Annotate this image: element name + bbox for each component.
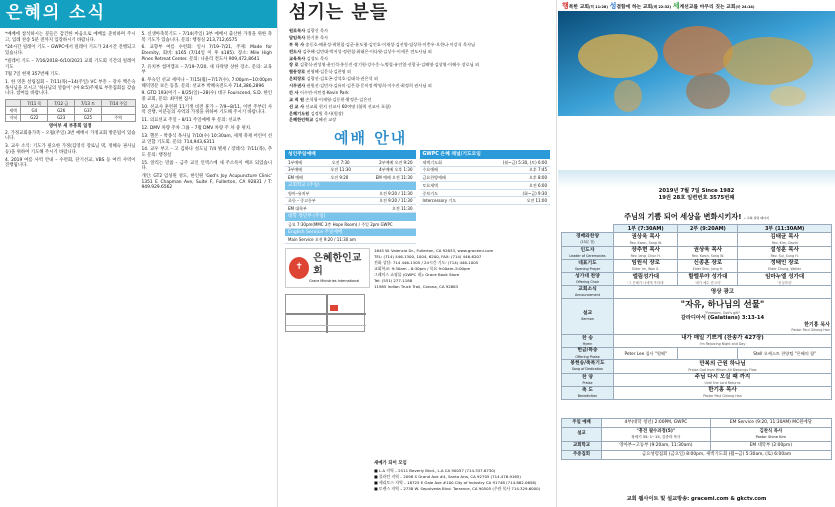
news-item: 6. 교향부 여름 수련회: 일시 7/19–7/21, 주제: Made for Eternity, 회비: $165 (7/14일 이 후 $185). 장소: Mile High Pines Retreat Center. 문의: 나윤리 전도사 909,472,8641 xyxy=(141,45,272,62)
schedule-cell: 저녁 xyxy=(6,114,21,121)
order-row: 교회소식 Announcement 영상 광고 xyxy=(562,286,832,298)
schedule-row: 중보기도 (화~금) 9:30 xyxy=(420,190,551,198)
sermon-preacher: 한기홍 목사 xyxy=(804,321,830,328)
schedule-cell: G37 xyxy=(75,107,102,114)
schedule-row: 금요 7:30pm(MMC 2층 Hope Room) / 주일 2pm GWPC xyxy=(285,221,416,229)
church-address-block xyxy=(374,248,550,290)
church-prayer-house: 11985 Indian Truck Trail, Corona, CA 92883 xyxy=(374,284,459,290)
block-header: English Service 주일예배 xyxy=(285,229,416,237)
news-item: 15. 알리는 말씀 – 금주 교인 인덱스에 새 주소록이 배포 되었습니다. xyxy=(141,160,272,172)
worker-line: 장 로 김광식·권성영·윤인석·홍동진·장기원·강수웅·노병철·유인열·선광규·김해영·김상영·이해수 장로님 외 xyxy=(289,62,480,68)
news-item: *24시간 릴레이 기도 – GWPC에서 릴레이 기도가 24시간 진행되고 있습니다. xyxy=(5,45,136,57)
sermon-title-en: "Freedom, God's gift" xyxy=(704,310,741,315)
workers-list xyxy=(279,26,556,126)
schedule-header: 7/11 목 xyxy=(21,100,48,107)
church-info xyxy=(279,246,556,292)
news-item: *예배에 참석하시는 분들은 감건한 마음으로 예배를 준비하며 주시고, 입례 찬송 5분 전까지 입장하시기 바랍니다. xyxy=(5,32,136,43)
news-header xyxy=(0,0,277,28)
schedule-cell: G4 xyxy=(21,107,48,114)
worker-line: 간 사 이수연·이민정·Kevin Park xyxy=(289,89,349,95)
workers-title: 섬기는 분들 xyxy=(289,2,389,24)
worker-line: 부 목 사 송동호·배윤성·곽현철·김군·윤도령·김인호·이재성·김선영·임상희·이충우·오한나·이강식 목사님 xyxy=(289,41,476,47)
schedule-row: 새벽기도회 (월~금) 5:30, (토) 6:00 xyxy=(420,159,551,167)
block-header: GWPC 은혜 채널/기도모임 xyxy=(420,150,551,159)
order-row: 인도자 Leader of Ceremonies 장추현 목사 Rev. Jang, Chun H. 권상욱 목사 Rev. Kwon, Sang W. 설성훈 목사 Rev. Sul, Sung H. xyxy=(562,246,832,259)
news-item: 개인: GT2 임성원 성도, 한인원 'God's Joy Acupuncture Clinic' 1351 E Chapman Ave, Suite F, Fullerton, CA 92831 / T: 949.929.6562 xyxy=(141,174,272,191)
worker-line: 은혜기도원 김정원 목사(원장) xyxy=(289,110,344,116)
regional-line: ■ 세리토스 지역 – 18725 E Gale Ave #100 City of Industry CA 91748 (714.882.0656) xyxy=(374,479,537,485)
workers-panel xyxy=(279,0,557,507)
schedule-cell: 새벽 xyxy=(6,107,21,114)
dedication-row: 봉헌송/축복기도 Song of Dedication 만복의 근원 하나님 Praise God from Whom All Blessings Flow xyxy=(562,360,832,373)
worker-line: 교육목사 김성도 목사 xyxy=(289,55,329,61)
news-title: 은혜의 소식 xyxy=(6,3,107,24)
revival-schedule-table xyxy=(5,99,136,122)
church-address: 1645 W. Valencia Dr., Fullerton, CA 92833, www.gracemi.com xyxy=(374,248,494,254)
schedule-caption: 영어부 새 부흥회 일정 xyxy=(48,124,92,130)
church-name-en: Grace Ministries International xyxy=(309,278,360,283)
foot-row: 주일 예배 4부(대학 청년) 2:00PM, GWPC EM Service (9:20, 11:30AM) MC원예당 xyxy=(562,419,832,428)
sermon-row: 설교 Sermon "자유, 하나님의 선물" "Freedom, God's gift" 갈라디아서 (Galatians) 3:13-14 한기홍 목사 Pastor Paul Gihong Han xyxy=(562,298,832,334)
foot-row: 주중집회 금요성령집회 (금요일) 8:00pm, 새벽기도회 (월~금) 5:30am, (토) 6:00am xyxy=(562,450,832,459)
news-item: 13. 헬몬 – 박종식 목사님 7/10(수) 10:30am, 세계 축제 어린이 선교 연합 기도회. 문의: 714,943,6311 xyxy=(141,133,272,145)
news-item: 3. 교우 소식: 기도가 필요한 가정(김영석 장로님 댁, 정혜숙 권사님 등)을 위하여 기도해 주시기 바랍니다. xyxy=(5,144,136,155)
bulletin-date: 2019년 7월 7일 Since 1982 xyxy=(658,188,735,194)
block-header: 성인주일예배 xyxy=(285,150,416,159)
theme-text: 주님의 기쁨 되어 세상을 변화시키자! xyxy=(624,212,742,221)
block-header: 교회학교 (주일) xyxy=(285,182,416,190)
foot-row: 교회학교 영아부~고등부 (9:20am, 11:30am) EM 대학부 (2:00pm) xyxy=(562,441,832,450)
other-services-table xyxy=(561,418,832,460)
sermon-reference: 갈라디아서 (Galatians) 3:13-14 xyxy=(680,315,765,322)
church-phone: Tel: (551) 277-1188 xyxy=(374,278,413,284)
schedule-cell: 주역 xyxy=(101,114,135,121)
worker-line: 은퇴장로 김광선·김호곤·강석호·김태석·권은석 외 xyxy=(289,76,378,82)
prayer-meetings-block xyxy=(420,150,551,244)
workers-header xyxy=(279,0,556,26)
offering-row: 헌금/특송 Offering Praise Peter Lee 집사 "원해" Stell 오케스트 찬양팀 "은혜의 함" xyxy=(562,347,832,359)
news-panel xyxy=(0,0,278,507)
news-item: 10. 선교사 훈련원 11기생 비전 휴가 – 7/9~8/11, 이번 주부터 사역 진행, 이분들의 사역과 가정을 위하여 기도해 주시기 바랍니다. xyxy=(141,104,272,116)
schedule-cell: G25 xyxy=(75,114,102,121)
worker-line: 담임목사 한기홍 목사 xyxy=(289,34,329,40)
world-mosaic-image xyxy=(558,11,835,116)
schedule-header: 7/12 금 xyxy=(48,100,75,107)
worker-line: 시무권사 권원선·김민자·김유미·김은경·문미정·박영희·이수진·최정희 권사님 외 xyxy=(289,83,432,88)
schedule-cell: G26 xyxy=(48,107,75,114)
church-tel: TEL: (714) 446-1300, 1004, 6200, FAX: (714) 446-6207 xyxy=(374,254,482,260)
service-header: 2부 (9:20AM) xyxy=(678,225,738,233)
yearly-theme xyxy=(568,212,825,221)
church-kids-hours: 교회학교: 9:30am – 6:30pm / 목요 9:00am–5:00pm xyxy=(374,266,471,272)
block-header: 대학 청년부 (주일) xyxy=(285,213,416,221)
news-item: 2. 가정교회용가족 – 오월(주일) 3번 예배시 가정교회 방문팀이 있습니다. xyxy=(5,130,136,142)
news-column-right xyxy=(142,32,273,193)
worker-line: 선 교 사 선교회 현지 선교사 60여명 (협력 선교사 포함) xyxy=(289,103,391,109)
news-item: 5. 신생아축복기도 – 7/14(주일) 3부 예배시 출산한 가정을 위한 축복 기도가 있습니다. 문의: 행정실 213,712,6575 xyxy=(141,32,272,43)
church-name: 은혜한인교회 xyxy=(313,253,362,277)
schedule-row: Main Service 오전 9:20 / 11:30 am xyxy=(285,236,416,244)
schedule-row: 초등 – 중고등부 오전 9:20 / 11:30 xyxy=(285,198,416,206)
worker-line: 은혜한인학교 김혜선 교장 xyxy=(289,117,337,123)
schedule-cell xyxy=(101,107,135,114)
news-item: 9. GTD 193(여기 – 8/25(일)~28(수) 대구 Fourscend, S.D. 한인 중 교회, 문의: 최미현 집사 xyxy=(141,91,272,102)
order-row: 대표기도 Opening Prayer 임원식 장로 Elder Im, Won S. 신종훈 장로 Elder Shin, Jong H. 정태인 장로 Elder Chung, Walter xyxy=(562,259,832,272)
website-link[interactable]: 교회 웹사이트 및 설교방송: gracemi.com & gkctv.com xyxy=(626,496,767,502)
location-map xyxy=(285,294,365,332)
schedule-header xyxy=(6,100,21,107)
schedule-row: 토요새벽 오전 6:00 xyxy=(420,182,551,190)
bulletin-issue: 19권 28호 일련번호 3575번째 xyxy=(658,194,735,201)
schedule-row: 3부예배 오전 11:30 4부예배 오후 1:30 xyxy=(285,167,416,175)
schedule-header: 7/14 주일 xyxy=(101,100,135,107)
schedule-cell: G22 xyxy=(21,114,48,121)
benediction-row: 축 도 Benediction 한기홍 목사 Pastor Paul Gihong Han xyxy=(562,386,832,399)
schedule-row: EM 대학부 오전 11:30 xyxy=(285,205,416,213)
schedule-row: 영아–유치부 오전 9:20 / 11:30 xyxy=(285,190,416,198)
praise-row: 찬 양 Praise 주님 다시 오실 때 까지 Until the Lord Returns xyxy=(562,373,832,386)
news-item: 4. 2019 여름 사역 안내 – 수련회, 단기선교, VBS 등 여러 사역이 진행됩니다. xyxy=(5,157,136,169)
worker-line: 협동장로 권영혜·김문식·김찬영 외 xyxy=(289,69,351,75)
bulletin-date-block xyxy=(558,188,835,202)
worship-guide-title: 예배 안내 xyxy=(334,129,408,148)
news-item: *릴레이 기도 – 7/16/2018–6/10/2021 교회 기도회 기간의 릴레이 기도 xyxy=(5,58,136,70)
hymn-row: 찬 송 Hymn 내가 매일 기쁘게 (찬송가 427장) I'm Rejoicing Night and Day xyxy=(562,334,832,347)
news-item: 1. 한 영혼 살림집회 – 7/11(목)~14(주일) VC 부흥 – 강사 백은숙 목사님을 모시고 '하나님의 말씀이' (마 8:5)주제로 부흥집회를 갖습니다. 참여를 바랍니다. xyxy=(5,80,136,97)
schedule-row: EM 예배 오전 9:20 EM 예배 오전 11:30 xyxy=(285,174,416,182)
foot-row: 설교 "흥전 필수과정(5)" 창세기 35: 1~15, 김종하 목사 김찬식 목사 Pastor Shine Kim xyxy=(562,428,832,442)
worker-line: 원로목사 김광신 목사 xyxy=(289,28,329,33)
news-column-left xyxy=(5,32,136,193)
church-vision-banner: 행복한 교회(히 11:28) 성결함에 하는 교회(레 22:32) 세계선교를 마무리 짓는 교회(마 24:14) xyxy=(562,2,755,10)
worker-line: 교 직 원 손석형·이재영·김동현·황정은·김은선 xyxy=(289,96,372,102)
regional-title: 새예가 되어 모임 xyxy=(374,461,407,466)
schedule-row: 금요찬양예배 오후 8:00 xyxy=(420,174,551,182)
church-shop: 그레이스 쇼핑몰 (GWPC 내): Grace Book Store xyxy=(374,272,460,278)
news-item: 7월 7일 현재 357번째 기도. xyxy=(5,72,60,78)
regional-line: ■ L.A 지역 – 2511 Beverly Blvd., L.A CA 90057 (714.337.6730) xyxy=(374,467,496,473)
regional-meetings xyxy=(374,461,548,492)
schedule-header: 7/13 토 xyxy=(75,100,102,107)
world-map-icon xyxy=(558,11,835,116)
church-logo xyxy=(285,248,370,288)
order-row: 성가대 찬양 Offering Choir 엘림성가대 '그 은혜가 나에게 족하네' 할렐루야 성가대 '내가 예수 믿고서' 임마누엘 성가대 '신실하심' xyxy=(562,273,832,286)
worker-line: 전도사 김주혜·김민대·박지성·정현철·최태은·이다윗·김상수·이세은 전도사님 외 xyxy=(289,48,432,54)
worship-order-table xyxy=(561,224,832,400)
worship-times-block xyxy=(285,150,416,244)
church-office: 전화 상담: 714 446-1305 / 24시간 기도: (714) 446-1005 xyxy=(374,260,479,266)
regional-line: ■ 풀러턴 지역 – 2098 S Grand Ave #4, Santa Ana, CA 92705 (714.476.9165) xyxy=(374,473,521,479)
news-item: 12. DMV 차량 주차 그룹 – 7월 DMV 차량 주 차 중 위치. xyxy=(141,126,252,132)
church-marker-icon xyxy=(330,305,338,311)
order-row: 경배와찬양 (15분 전) 권상욱 목사 Rev. Kwon, Sang W. 김태균 목사 Rev. Kim, David xyxy=(562,233,832,246)
schedule-cell: G23 xyxy=(48,114,75,121)
schedule-row: 수요예배 오후 7:45 xyxy=(420,167,551,175)
service-header: 3부 (11:30AM) xyxy=(738,225,832,233)
bulletin-cover xyxy=(558,0,835,507)
news-item: 8. 무숙인 선교 세미나 – 7/15(월)~7/17(수), 7:00pm~10:00pm 해덕영문 보은 동홀. 문의: 선교부 박혜숙전도사 714,386,2896 xyxy=(141,77,272,89)
cross-icon: ✝ xyxy=(289,257,309,279)
schedule-row: Intercessory 기도 오전 11:00 xyxy=(420,197,551,205)
sermon-title: "자유, 하나님의 선물" xyxy=(680,300,765,311)
service-header: 1부 (7:30AM) xyxy=(614,225,678,233)
news-item: 7. 유치부 썸머캠프 – 7/19–7/20, 새 다락방 상한 장소. 문의: 교육부 xyxy=(141,64,272,76)
regional-line: ■ 토랜스 지역 – 2738 W. Sepulveda Blvd. Torrance, CA 90505 (주관 목사 714.329.6000) xyxy=(374,485,541,491)
schedule-row: 1부예배 오전 7:30 2부예배 오전 9:20 xyxy=(285,159,416,167)
news-item: 11. 의료선교 주일 – 8/11 주일예배 후 문의: 선교부 xyxy=(141,118,242,124)
news-item: 14. 교우 부고 – 고 김하나 성도님 7/4 별세 / 장례식: 7/11(목), 추도 문의: 행정실 xyxy=(141,147,272,158)
theme-note: • 교회 설명 페이지 xyxy=(744,216,769,220)
